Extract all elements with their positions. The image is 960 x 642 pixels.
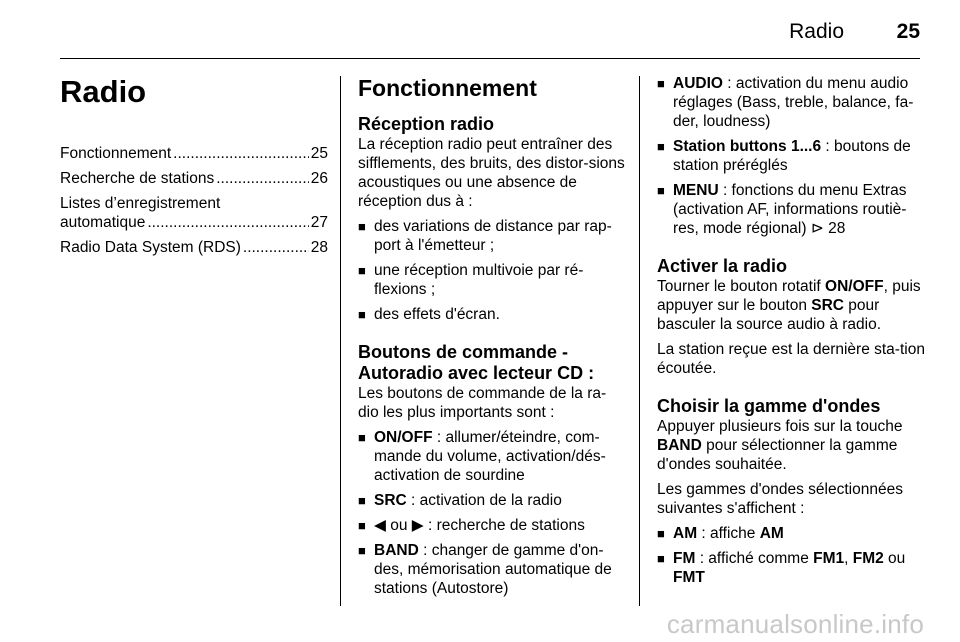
reception-intro: La réception radio peut entraîner des sifflements, des bruits, des distor-sions acoustiques ou une absence de réception dus à : (358, 136, 625, 210)
list-item: ■ des effets d'écran. (358, 306, 500, 323)
activate-paragraph: Tourner le bouton rotatif ON/OFF, puis appuyer sur le bouton SRC pour basculer la source audio à radio. (657, 278, 921, 333)
list-item: ■ ◀ ou ▶ : recherche de stations (358, 517, 585, 534)
column-divider-2 (639, 76, 640, 606)
page-header (60, 14, 920, 54)
list-item: ■ Station buttons 1...6 : boutons de station préréglés (657, 138, 911, 174)
list-item: ■ une réception multivoie par ré-flexions ; (358, 262, 584, 298)
heading-activate-radio: Activer la radio (657, 256, 788, 276)
list-item: ■ SRC : activation de la radio (358, 492, 562, 509)
toc-entry[interactable]: Recherche de stations ..... 26 (60, 169, 328, 188)
toc-entry[interactable]: Radio Data System (RDS) ..... 28 (60, 238, 328, 257)
footer (0, 609, 960, 642)
list-item: ■ des variations de distance par rap-port à l'émetteur ; (358, 218, 612, 254)
column-divider-1 (340, 76, 341, 606)
watermark: carmanualsonline.info (666, 609, 924, 639)
toc-entry[interactable]: Fonctionnement ..... 25 (60, 144, 328, 163)
heading-controls: Boutons de commande - Autoradio avec lecteur CD : (358, 342, 595, 383)
heading-reception: Réception radio (358, 114, 495, 134)
radio-column (657, 74, 925, 593)
controls-list-continued (657, 74, 925, 238)
running-section-title: Radio (789, 20, 844, 43)
list-item: ■ AM : affiche AM (657, 525, 784, 542)
chapter-column (60, 74, 328, 263)
chapter-title: Radio (60, 74, 147, 109)
page-number: 25 (896, 20, 920, 43)
heading-band: Choisir la gamme d'ondes (657, 396, 881, 416)
section-title: Fonctionnement (358, 75, 537, 101)
header-rule (60, 58, 920, 59)
operation-column (358, 74, 626, 604)
activate-note: La station reçue est la dernière sta-tion écoutée. (657, 341, 925, 377)
toc-entry[interactable]: Listes d’enregistrement automatique ..... 27 (60, 194, 328, 232)
band-note: Les gammes d'ondes sélectionnées suivantes s'affichent : (657, 481, 903, 517)
list-item: ■ AUDIO : activation du menu audio réglages (Bass, treble, balance, fa-der, loudness) (657, 75, 914, 130)
list-item: ■ FM : affiché comme FM1, FM2 ou FMT (657, 550, 906, 586)
band-list (657, 524, 925, 587)
list-item: ■ BAND : changer de gamme d'on-des, mémorisation automatique de stations (Autostore) (358, 542, 612, 597)
controls-intro: Les boutons de commande de la ra-dio les plus importants sont : (358, 385, 607, 421)
controls-list (358, 428, 626, 598)
list-item: ■ MENU : fonctions du menu Extras (activation AF, informations routiè-res, mode régional) ⊳ 28 (657, 182, 907, 237)
reception-list (358, 217, 626, 324)
table-of-contents (60, 144, 328, 257)
band-paragraph: Appuyer plusieurs fois sur la touche BAND pour sélectionner la gamme d'ondes souhaitée. (657, 418, 903, 473)
list-item: ■ ON/OFF : allumer/éteindre, com-mande du volume, activation/dés-activation de sourdine (358, 429, 606, 484)
